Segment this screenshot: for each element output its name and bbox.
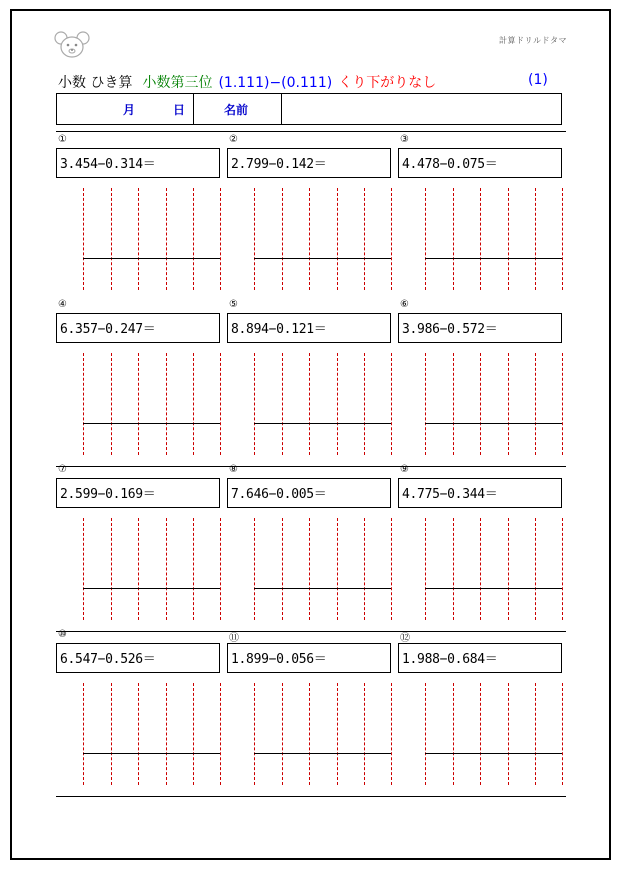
digit-guide-line <box>83 188 84 290</box>
problem-expression[interactable]: 6.547−0.526＝ <box>56 643 220 673</box>
row-divider <box>56 796 566 797</box>
digit-guide-line <box>193 353 194 455</box>
problem-item <box>227 464 392 608</box>
digit-guide-line <box>166 683 167 785</box>
digit-guide-line <box>193 683 194 785</box>
digit-guide-line <box>364 518 365 620</box>
digit-guide-line <box>166 353 167 455</box>
name-date-box <box>56 93 562 125</box>
digit-guide-line <box>111 188 112 290</box>
digit-guide-line <box>562 188 563 290</box>
problem-item <box>398 464 563 608</box>
digit-guide-line <box>337 353 338 455</box>
problem-expression[interactable]: 3.986−0.572＝ <box>398 313 562 343</box>
digit-guide-line <box>480 188 481 290</box>
digit-guide-line <box>193 518 194 620</box>
name-label-cell <box>194 94 282 124</box>
answer-rule-line <box>425 588 562 589</box>
problem-number: ⑦ <box>58 464 67 475</box>
digit-guide-line <box>83 518 84 620</box>
problem-item <box>227 134 392 278</box>
problem-number: ③ <box>400 134 409 145</box>
problem-expression[interactable]: 3.454−0.314＝ <box>56 148 220 178</box>
problem-expression[interactable]: 1.899−0.056＝ <box>227 643 391 673</box>
title-level: 小数第三位 <box>142 75 213 91</box>
row-divider <box>56 131 566 132</box>
problem-expression[interactable]: 4.478−0.075＝ <box>398 148 562 178</box>
digit-guide-line <box>391 683 392 785</box>
digit-guide-line <box>562 353 563 455</box>
problem-expression[interactable]: 6.357−0.247＝ <box>56 313 220 343</box>
answer-rule-line <box>425 423 562 424</box>
answer-rule-line <box>254 423 391 424</box>
title-sheet-number: (1) <box>528 72 548 88</box>
digit-guide-line <box>166 518 167 620</box>
problem-number: ④ <box>58 299 67 310</box>
digit-guide-line <box>337 683 338 785</box>
site-label: 計算ドリルドタマ <box>499 36 567 45</box>
digit-guide-line <box>425 353 426 455</box>
month-label: 月 <box>123 103 136 117</box>
digit-guide-line <box>111 683 112 785</box>
worksheet-title <box>58 72 548 92</box>
digit-guide-line <box>425 188 426 290</box>
digit-guide-line <box>138 683 139 785</box>
digit-guide-line <box>282 188 283 290</box>
digit-guide-line <box>508 188 509 290</box>
digit-guide-line <box>453 683 454 785</box>
digit-guide-line <box>309 353 310 455</box>
problem-item <box>56 464 221 608</box>
date-cell[interactable] <box>57 94 194 124</box>
title-pattern: (1.111)−(0.111) <box>218 75 333 91</box>
digit-guide-line <box>220 188 221 290</box>
answer-rule-line <box>83 258 220 259</box>
answer-rule-line <box>254 588 391 589</box>
digit-guide-line <box>391 518 392 620</box>
answer-rule-line <box>83 588 220 589</box>
problem-item <box>398 134 563 278</box>
problem-number: ⑧ <box>229 464 238 475</box>
problem-number: ① <box>58 134 67 145</box>
digit-guide-line <box>309 188 310 290</box>
problem-expression[interactable]: 1.988−0.684＝ <box>398 643 562 673</box>
digit-guide-line <box>138 518 139 620</box>
answer-rule-line <box>254 258 391 259</box>
problem-expression[interactable]: 2.599−0.169＝ <box>56 478 220 508</box>
digit-guide-line <box>282 353 283 455</box>
answer-rule-line <box>83 423 220 424</box>
day-label: 日 <box>173 103 186 117</box>
digit-guide-line <box>166 188 167 290</box>
digit-guide-line <box>83 683 84 785</box>
digit-guide-line <box>220 518 221 620</box>
digit-guide-line <box>508 353 509 455</box>
answer-rule-line <box>254 753 391 754</box>
problem-item <box>398 633 563 773</box>
digit-guide-line <box>138 353 139 455</box>
digit-guide-line <box>453 188 454 290</box>
digit-guide-line <box>111 353 112 455</box>
digit-guide-line <box>508 683 509 785</box>
name-label: 名前 <box>224 103 249 117</box>
problem-item <box>398 299 563 443</box>
digit-guide-line <box>453 353 454 455</box>
problem-number: ⑪ <box>229 633 239 644</box>
title-topic: 小数 ひき算 <box>58 75 133 91</box>
digit-guide-line <box>535 353 536 455</box>
problem-item <box>56 134 221 278</box>
digit-guide-line <box>337 518 338 620</box>
problem-expression[interactable]: 7.646−0.005＝ <box>227 478 391 508</box>
problem-item <box>56 299 221 443</box>
problem-expression[interactable]: 4.775−0.344＝ <box>398 478 562 508</box>
problem-item <box>227 633 392 773</box>
mouse-logo-icon <box>54 30 90 60</box>
digit-guide-line <box>309 683 310 785</box>
digit-guide-line <box>562 518 563 620</box>
problem-number: ⑩ <box>58 629 67 640</box>
answer-rule-line <box>425 258 562 259</box>
answer-rule-line <box>425 753 562 754</box>
title-condition: くり下がりなし <box>338 75 437 91</box>
digit-guide-line <box>480 683 481 785</box>
digit-guide-line <box>453 518 454 620</box>
problem-number: ⑥ <box>400 299 409 310</box>
digit-guide-line <box>535 683 536 785</box>
digit-guide-line <box>220 683 221 785</box>
digit-guide-line <box>391 353 392 455</box>
digit-guide-line <box>254 683 255 785</box>
name-field[interactable] <box>282 94 561 124</box>
digit-guide-line <box>111 518 112 620</box>
digit-guide-line <box>535 518 536 620</box>
digit-guide-line <box>425 683 426 785</box>
digit-guide-line <box>391 188 392 290</box>
digit-guide-line <box>364 188 365 290</box>
problem-item <box>56 629 221 773</box>
problem-number: ⑫ <box>400 633 410 644</box>
digit-guide-line <box>220 353 221 455</box>
digit-guide-line <box>254 353 255 455</box>
digit-guide-line <box>364 353 365 455</box>
digit-guide-line <box>254 188 255 290</box>
digit-guide-line <box>282 683 283 785</box>
digit-guide-line <box>535 188 536 290</box>
problem-number: ⑤ <box>229 299 238 310</box>
digit-guide-line <box>480 353 481 455</box>
digit-guide-line <box>282 518 283 620</box>
digit-guide-line <box>364 683 365 785</box>
digit-guide-line <box>425 518 426 620</box>
digit-guide-line <box>562 683 563 785</box>
problem-item <box>227 299 392 443</box>
digit-guide-line <box>337 188 338 290</box>
digit-guide-line <box>83 353 84 455</box>
row-divider <box>56 466 566 467</box>
digit-guide-line <box>254 518 255 620</box>
digit-guide-line <box>193 188 194 290</box>
answer-rule-line <box>83 753 220 754</box>
digit-guide-line <box>138 188 139 290</box>
problem-expression[interactable]: 8.894−0.121＝ <box>227 313 391 343</box>
digit-guide-line <box>480 518 481 620</box>
problem-expression[interactable]: 2.799−0.142＝ <box>227 148 391 178</box>
problem-number: ⑨ <box>400 464 409 475</box>
digit-guide-line <box>309 518 310 620</box>
row-divider <box>56 631 566 632</box>
digit-guide-line <box>508 518 509 620</box>
problem-number: ② <box>229 134 238 145</box>
